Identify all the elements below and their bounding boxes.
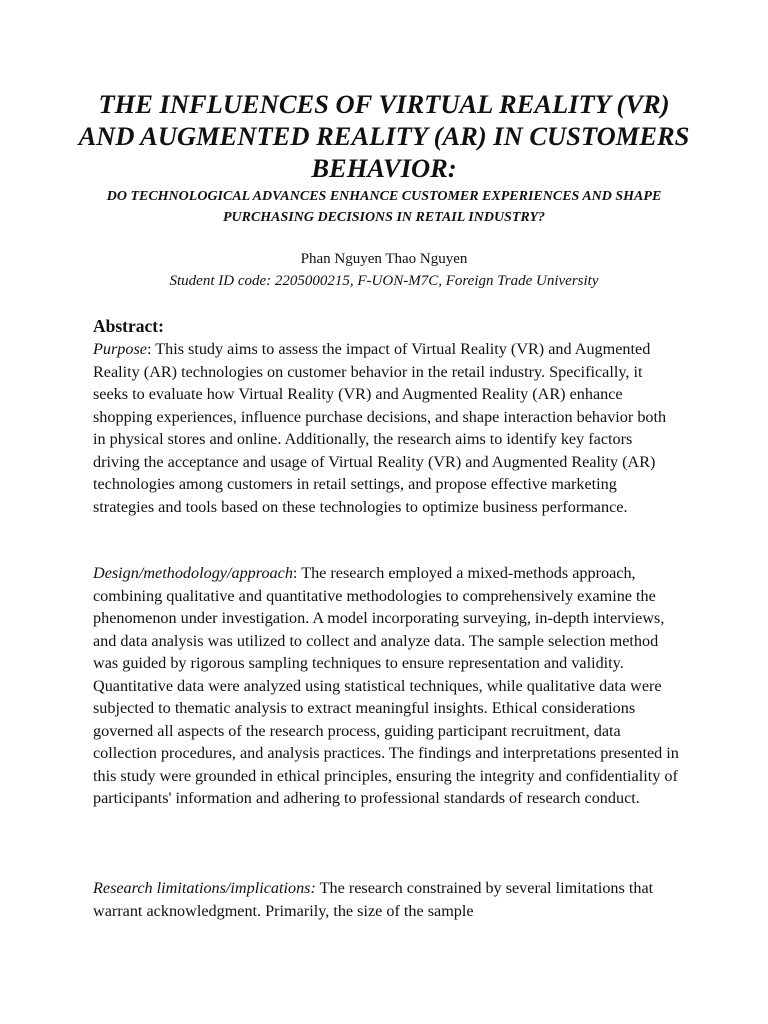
paper-title: THE INFLUENCES OF VIRTUAL REALITY (VR) AND AUGMENTED REALITY (AR) IN CUSTOMERS BEHAVIOR: xyxy=(78,89,690,183)
paper-subtitle: DO TECHNOLOGICAL ADVANCES ENHANCE CUSTOMER EXPERIENCES AND SHAPE PURCHASING DECISIONS IN RETAIL INDUSTRY? xyxy=(106,189,662,225)
design-separator: : xyxy=(292,564,302,582)
purpose-label: Purpose xyxy=(93,340,147,358)
purpose-text: This study aims to assess the impact of Virtual Reality (VR) and Augmented Reality (AR) technologies on customer behavior in the retail industry. Specifically, it seeks to evaluate how Virtual Reality (VR) and Augmented Reality (AR) enhance shopping experiences, influence purchase decisions, and shape interaction behavior both in physical stores and online. Additionally, the research aims to identify key factors driving the acceptance and usage of Virtual Reality (VR) and Augmented Reality (AR) technologies among customers in retail settings, and propose effective marketing strategies and tools based on these technologies to optimize business performance. xyxy=(93,340,667,516)
abstract-heading: Abstract: xyxy=(93,316,164,336)
design-label: Design/methodology/approach xyxy=(93,564,293,582)
purpose-separator: : xyxy=(146,340,156,358)
author-affiliation: Student ID code: 2205000215, F-UON-M7C, Foreign Trade University xyxy=(169,273,599,289)
abstract-limitations-paragraph xyxy=(93,877,679,922)
abstract-purpose-paragraph xyxy=(93,338,679,518)
author-name: Phan Nguyen Thao Nguyen xyxy=(300,251,468,267)
abstract-design-paragraph xyxy=(93,562,679,810)
design-text: The research employed a mixed-methods approach, combining qualitative and quantitative methodologies to comprehensively examine the phenomenon under investigation. A model incorporating surveying, in-depth interviews, and data analysis was utilized to collect and analyze data. The sample selection method was guided by rigorous sampling techniques to ensure representation and validity. Quantitative data were analyzed using statistical techniques, while qualitative data were subjected to thematic analysis to extract meaningful insights. Ethical considerations governed all aspects of the research process, guiding participant recruitment, data collection procedures, and analysis practices. The findings and interpretations presented in this study were grounded in ethical principles, ensuring the integrity and confidentiality of participants' information and adhering to professional standards of research conduct. xyxy=(93,564,679,807)
limitations-label: Research limitations/implications: xyxy=(93,879,316,897)
limitations-text: The research constrained by several limitations that warrant acknowledgment. Primarily, the size of the sample xyxy=(93,879,654,920)
